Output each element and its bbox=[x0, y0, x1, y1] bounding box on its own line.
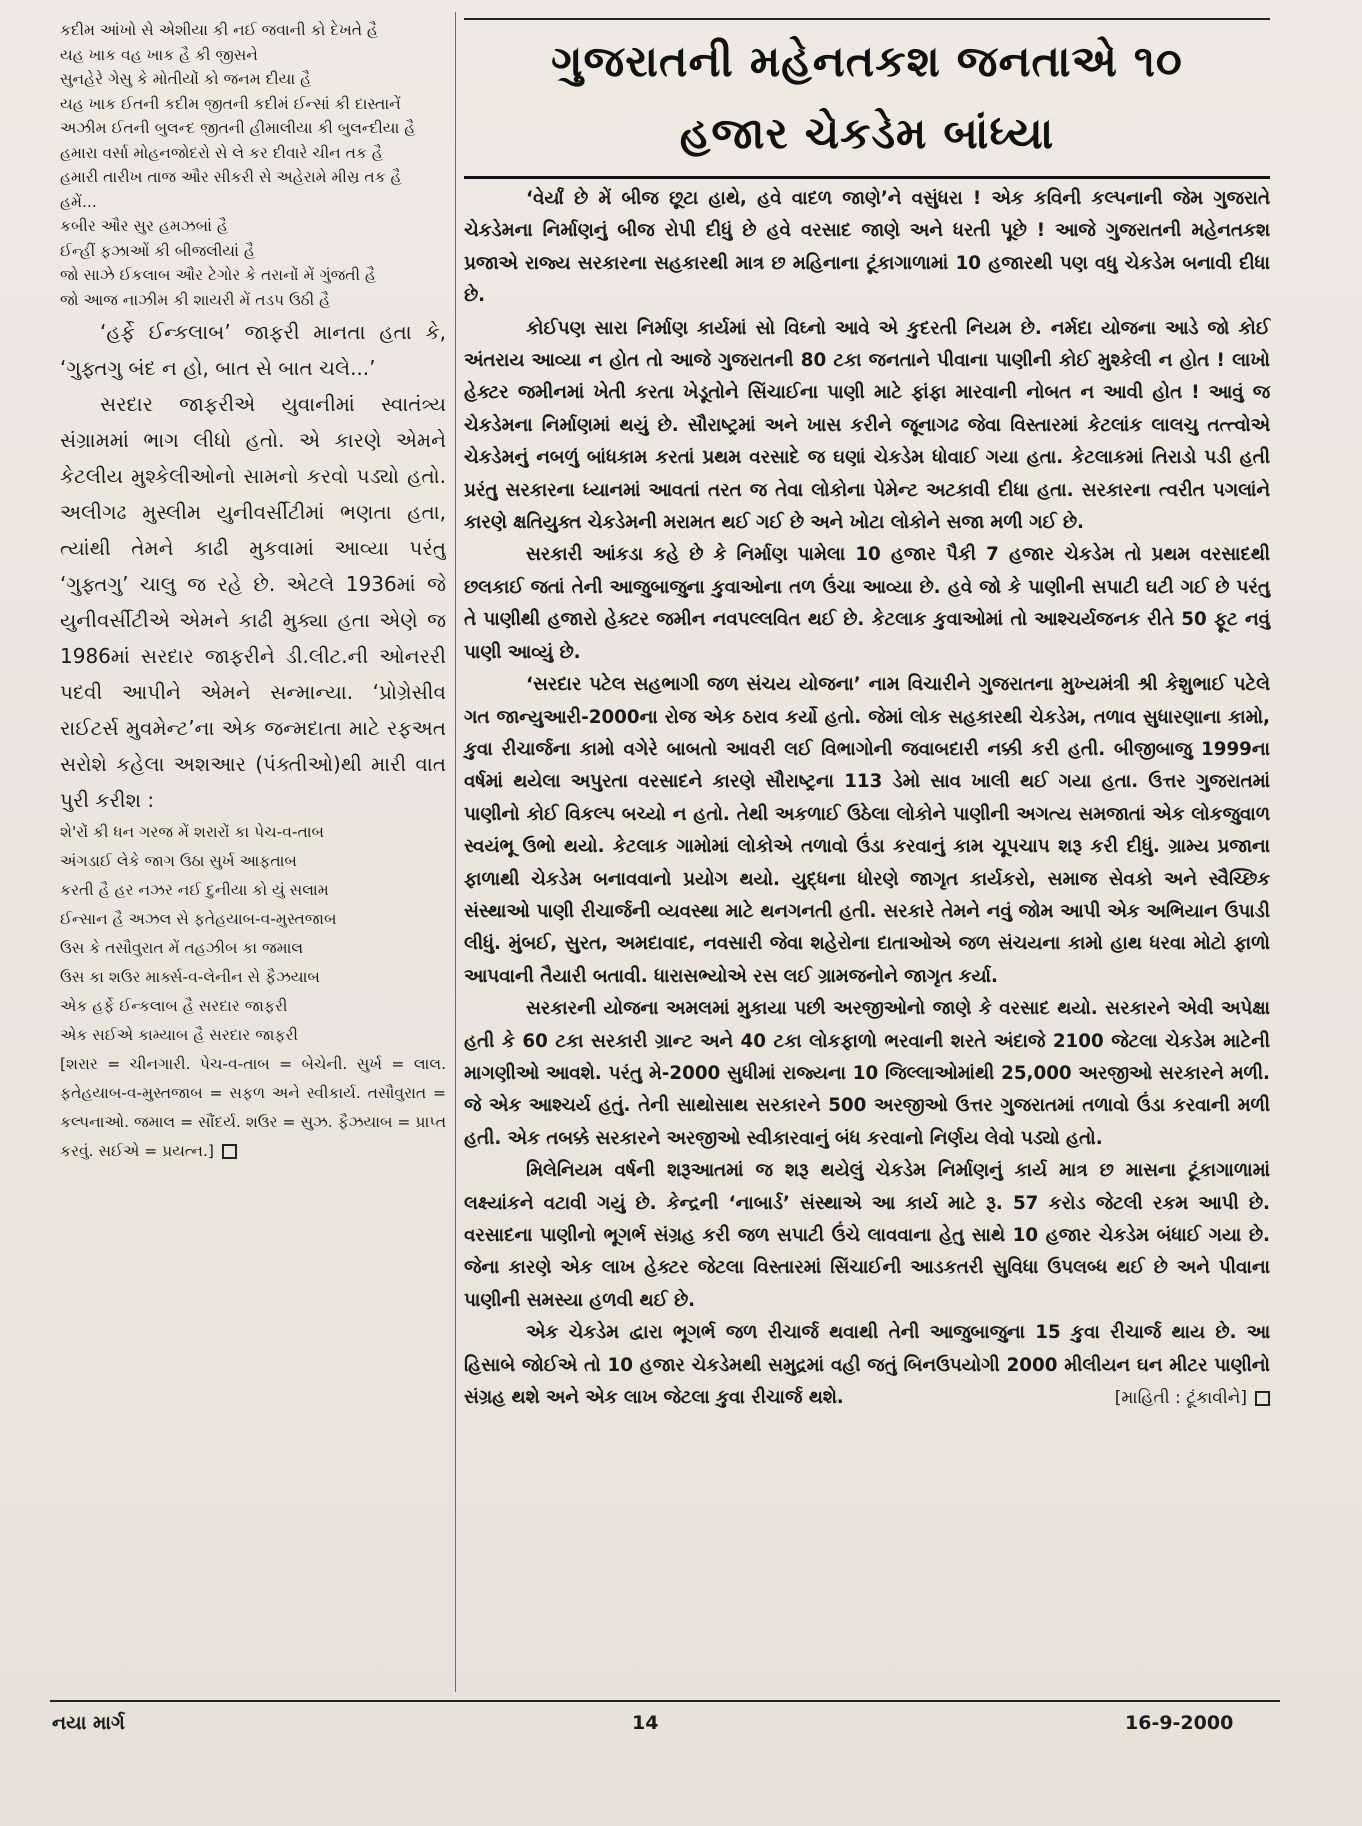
article-paragraph: ‘સરદાર પટેલ સહભાગી જળ સંચય યોજના’ નામ વિચારીને ગુજરાતના મુખ્યમંત્રી શ્રી કેશુભાઈ પટેલે ગત જાન્યુઆરી-2000ના રોજ એક ઠરાવ કર્યો હતો. જેમાં લોક સહકારથી ચેકડેમ, તળાવ સુધારણાના કામો, કુવા રીચાર્જના કામો વગેરે બાબતો આવરી લઈ વિભાગોની જવાબદારી નક્કી કરી હતી. બીજીબાજુ 1999ના વર્ષમાં થયેલા અપુરતા વરસાદને કારણે સૌરાષ્ટ્રના 113 ડેમો સાવ ખાલી થઈ ગયા હતા. ઉત્તર ગુજરાતમાં પાણીનો કોઈ વિકલ્પ બચ્યો ન હતો. તેથી અકળાઈ ઉઠેલા લોકોને પાણીની અગત્ય સમજાતાં એક લોકજુવાળ સ્વયંભૂ ઉભો થયો. કેટલાક ગામોમાં લોકોએ તળાવો ઉંડા કરવાનું કામ ચૂપચાપ શરૂ કરી દીધું. ગ્રામ્ય પ્રજાના ફાળાથી ચેકડેમ બનાવવાનો પ્રયોગ થયો. યુદ્ધના ધોરણે જાગૃત કાર્યકરો, સમાજ સેવકો અને સ્વૈચ્છિક સંસ્થાઓ પાણી રીચાર્જની વ્યવસ્થા માટે થનગનતી હતી. સરકારે તેમને નવું જોમ આપી એક અભિયાન ઉપાડી લીધું. મુંબઈ, સુરત, અમદાવાદ, નવસારી જેવા શહેરોના દાતાઓએ જળ સંચયના કામો હાથ ધરવા મોટો ફાળો આપવાની તૈયારી બતાવી. ધારાસભ્યોએ રસ લઈ ગ્રામજનોને જાગૃત કર્યા. bbox=[464, 674, 1270, 987]
end-mark-icon bbox=[1255, 1391, 1270, 1406]
issue-date: 16-9-2000 bbox=[1125, 1712, 1234, 1734]
poem-line: હમેં... bbox=[60, 192, 97, 211]
title-rule bbox=[464, 176, 1270, 179]
poem-line: યહ ખાક વહ ખાક હૈ કી જીસને bbox=[60, 45, 258, 64]
article-paragraph: એક ચેકડેમ દ્વારા ભૂગર્ભ જળ રીચાર્જ થવાથી તેની આજુબાજુના 15 કુવા રીચાર્જ થાય છે. આ હિસાબે જોઈએ તો 10 હજાર ચેકડેમથી સમુદ્રમાં વહી જતું બિનઉપયોગી 2000 મીલીયન ઘન મીટર પાણીનો સંગ્રહ થશે અને એક લાખ જેટલા કુવા રીચાર્જ થશે. bbox=[464, 1322, 1270, 1409]
column-divider bbox=[455, 12, 456, 1692]
couplet-line: કરતી હૈ હર નઝર નઈ દુનીયા કો યું સલામ bbox=[60, 881, 329, 899]
poem-line: હમારા વર્સા મોહનજોદરો સે લે કર દીવારે ચીન તક હૈ bbox=[60, 143, 383, 162]
poem-line: યહ ખાક ઈતની કદીમ જીતની કદીમં ઈન્સાં કી દાસ્તાનેં bbox=[60, 94, 401, 113]
couplet-line: ઈન્સાન હૈ અઝલ સે ફતેહયાબ-વ-મુસ્તજાબ bbox=[60, 910, 337, 928]
poem-line: જો સાઝે ઈકલાબ ઔર ટેગોર કે તરાનોં મેં ગુંજતી હૈ bbox=[60, 266, 376, 284]
poem-line: ઈન્હીં ફઝાઓં કી બીજલીયાં હૈ bbox=[60, 241, 255, 260]
poem-line: હમારી તારીખ તાજ ઔર સીકરી સે અહેરામે મીસ્ર તક હૈ bbox=[60, 168, 402, 186]
article-paragraph: મિલેનિયમ વર્ષની શરૂઆતમાં જ શરૂ થયેલું ચેકડેમ નિર્માણનું કાર્ય માત્ર છ માસના ટૂંકાગાળામાં લક્ષ્યાંકને વટાવી ગયું છે. કેન્દ્રની ‘નાબાર્ડ’ સંસ્થાએ આ કાર્ય માટે રૂ. 57 કરોડ જેટલી રકમ આપી છે. વરસાદના પાણીનો ભૂગર્ભ સંગ્રહ કરી જળ સપાટી ઉંચે લાવવાના હેતુ સાથે 10 હજાર ચેકડેમ બંધાઈ ગયા છે. જેના કારણે એક લાખ હેક્ટર જેટલા વિસ્તારમાં સિંચાઈની આડકતરી સુવિધા ઉપલબ્ધ થઈ છે અને પીવાના પાણીની સમસ્યા હળવી થઈ છે. bbox=[464, 1160, 1270, 1311]
footer-rule bbox=[50, 1700, 1280, 1702]
couplet-line: ઉસ કે તસૌવુરાત મેં તહઝીબ કા જમાલ bbox=[60, 939, 304, 957]
poem-line: કબીર ઔર સુર હમઝબાં હૈ bbox=[60, 217, 228, 235]
source-text: [માહિતી : ટૂંકાવીને] bbox=[1114, 1388, 1247, 1409]
couplet-line: અંગડાઈ લેકે જાગ ઉઠા સુર્ખ આફતાબ bbox=[60, 852, 297, 870]
couplet-line: એક હર્ફે ઈન્કલાબ હૈ સરદાર જાફરી bbox=[60, 997, 288, 1015]
prose-paragraph: સરદાર જાફરીએ યુવાનીમાં સ્વાતંત્ર્ય સંગ્રામમાં ભાગ લીધો હતો. એ કારણે એમને કેટલીય મુશ્કેલીઓનો સામનો કરવો પડ્યો હતો. અલીગઢ મુસ્લીમ યુનીવર્સીટીમાં ભણતા હતા, ત્યાંથી તેમને કાઢી મુકવામાં આવ્યા પરંતુ ‘ગુફ્તગુ’ ચાલુ જ રહે છે. એટલે 1936માં જે યુનીવર્સીટીએ એમને કાઢી મુક્યા હતા એણે જ 1986માં સરદાર જાફરીને ડી.લીટ.ની ઓનરરી પદવી આપીને એમને સન્માન્યા. ‘પ્રોગ્રેસીવ રાઈટર્સ મુવમેન્ટ’ના એક જન્મદાતા માટે રફઅત સરોશે કહેલા અશઆર (પંક્તીઓ)થી મારી વાત પુરી કરીશ : bbox=[60, 392, 446, 812]
poem-line: અઝીમ ઈતની બુલન્દ જીતની હીમાલીયા કી બુલન્દીયા હૈ bbox=[60, 119, 416, 137]
end-mark-icon bbox=[222, 1144, 237, 1159]
poem-line: જો આજ નાઝીમ કી શાયરી મેં તડપ ઉઠી હૈ bbox=[60, 290, 331, 309]
couplet-line: એક સઈએ કામ્યાબ હૈ સરદાર જાફરી bbox=[60, 1026, 298, 1044]
couplet-line: શે'રોં કી ધન ગરજ મેં શરારોં કા પેચ-વ-તાબ bbox=[60, 823, 324, 841]
couplets bbox=[60, 818, 446, 1050]
glossary bbox=[60, 1050, 446, 1166]
article-title bbox=[464, 18, 1270, 179]
left-prose bbox=[60, 314, 446, 818]
page-number: 14 bbox=[632, 1712, 659, 1734]
poem-line: કદીમ આંખો સે એશીયા કી નઈ જવાની કો દેખતે હૈ bbox=[60, 21, 378, 39]
title-line-2: હજાર ચેકડેમ બાંધ્યા bbox=[679, 109, 1055, 159]
poem-line: સુનહેરે ગેસુ કે મોતીયોં કો જનમ દીયા હૈ bbox=[60, 70, 312, 88]
article-paragraph: કોઈપણ સારા નિર્માણ કાર્યમાં સો વિઘ્નો આવે એ કુદરતી નિયમ છે. નર્મદા યોજના આડે જો કોઈ અંતરાય આવ્યા ન હોત તો આજે ગુજરાતની 80 ટકા જનતાને પીવાના પાણીની કોઈ મુશ્કેલી ન હોત ! લાખો હેક્ટર જમીનમાં ખેતી કરતા ખેડૂતોને સિંચાઈના પાણી માટે ફાંફા મારવાની નોબત ન આવી હોત ! આવું જ ચેકડેમના નિર્માણમાં થયું છે. સૌરાષ્ટ્રમાં અને ખાસ કરીને જૂનાગઢ જેવા વિસ્તારમાં કેટલાંક લાલચુ તત્ત્વોએ ચેકડેમનું નબળું બાંધકામ કરતાં પ્રથમ વરસાદે જ ઘણાં ચેકડેમ ધોવાઈ ગયા હતા. કેટલાકમાં તિરાડો પડી હતી પ્રરંતુ સરકારના ધ્યાનમાં આવતાં તરત જ તેવા લોકોના પેમેન્ટ અટકાવી દીધા હતા. સરકારના ત્વરીત પગલાંને કારણે ક્ષતિયુક્ત ચેકડેમની મરામત થઈ ગઈ છે અને ખોટા લોકોને સજા મળી ગઈ છે. bbox=[464, 317, 1270, 534]
left-column bbox=[60, 18, 446, 1673]
title-line-1: ગુજરાતની મહેનતકશ જનતાએ ૧૦ bbox=[551, 37, 1183, 87]
prose-paragraph: ‘હર્ફે ઈન્કલાબ’ જાફરી માનતા હતા કે, ‘ગુફ્તગુ બંદ ન હો, બાત સે બાત ચલે...’ bbox=[60, 320, 446, 380]
glossary-text: [શરાર = ચીનગારી. પેચ-વ-તાબ = બેચેની. સુર્ખ = લાલ. ફતેહયાબ-વ-મુસ્તજાબ = સફળ અને સ્વીકાર્ય. તસૌવુરાત = કલ્પનાઓ. જમાલ = સૌંદર્ય. શઉર = સુઝ. ફૈઝયાબ = પ્રાપ્ત કરવું. સઈએ = પ્રયત્ન.] bbox=[60, 1055, 446, 1160]
article-body bbox=[464, 183, 1270, 1415]
publication-name: નયા માર્ગ bbox=[52, 1712, 125, 1734]
article-paragraph: ‘વેર્યાં છે મેં બીજ છૂટા હાથે, હવે વાદળ જાણે’ને વસુંધરા ! એક કવિની કલ્પનાની જેમ ગુજરાતે ચેકડેમના નિર્માણનું બીજ રોપી દીધું છે હવે વરસાદ જાણે અને ધરતી પૂછે ! આજે ગુજરાતની મહેનતકશ પ્રજાએ રાજ્ય સરકારના સહકારથી માત્ર છ મહિનાના ટૂંકાગાળામાં 10 હજારથી પણ વધુ ચેકડેમ બનાવી દીધા છે. bbox=[464, 188, 1270, 307]
article-paragraph: સરકારી આંકડા કહે છે કે નિર્માણ પામેલા 10 હજાર પૈકી 7 હજાર ચેકડેમ તો પ્રથમ વરસાદથી છલકાઈ જતાં તેની આજુબાજુના કુવાઓના તળ ઉંચા આવ્યા છે. હવે જો કે પાણીની સપાટી ઘટી ગઈ છે પરંતુ તે પાણીથી હજારો હેક્ટર જમીન નવપલ્લવિત થઈ છે. કેટલાક કુવાઓમાં તો આશ્ચર્યજનક રીતે 50 ફૂટ નવું પાણી આવ્યું છે. bbox=[464, 544, 1270, 663]
article-paragraph: સરકારની યોજના અમલમાં મુકાયા પછી અરજીઓનો જાણે કે વરસાદ થયો. સરકારને એવી અપેક્ષા હતી કે 60 ટકા સરકારી ગ્રાન્ટ અને 40 ટકા લોકફાળો ભરવાની શરતે અંદાજે 2100 જેટલા ચેકડેમ માટેની માગણીઓ આવશે. પરંતુ મે-2000 સુધીમાં રાજ્યના 10 જિલ્લાઓમાંથી 25,000 અરજીઓ સરકારને મળી. જે એક આશ્ચર્ય હતું. તેની સાથોસાથ સરકારને 500 અરજીઓ ઉત્તર ગુજરાતમાં તળાવો ઉંડા કરવાની મળી હતી. એક તબક્કે સરકારને અરજીઓ સ્વીકારવાનું બંધ કરવાનો નિર્ણય લેવો પડ્યો હતો. bbox=[464, 998, 1270, 1149]
couplet-line: ઉસ કા શઉર માર્ક્સ-વ-લેનીન સે ફૈઝયાબ bbox=[60, 968, 320, 986]
poem bbox=[60, 18, 446, 312]
article bbox=[464, 18, 1270, 1698]
